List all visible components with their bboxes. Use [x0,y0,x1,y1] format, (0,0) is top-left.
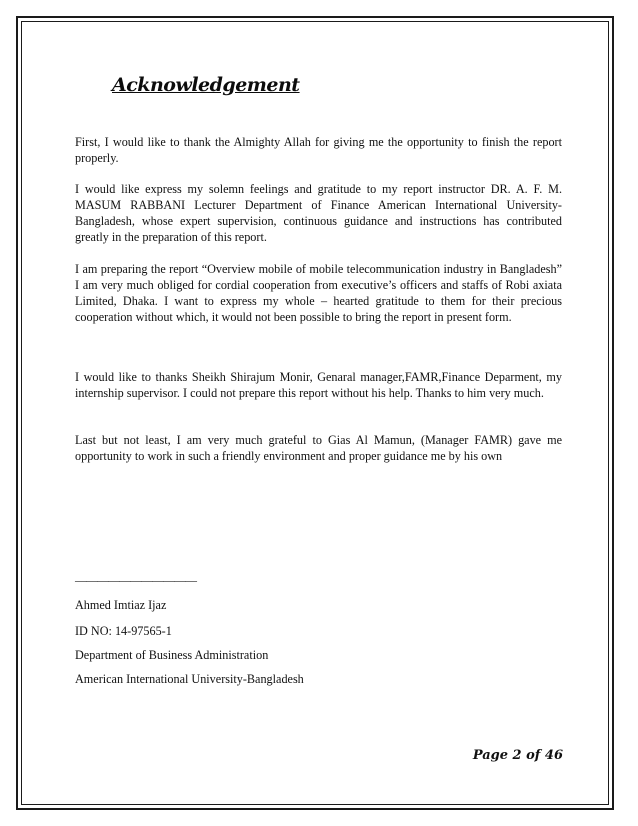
paragraph-closing: Last but not least, I am very much grateful to Gias Al Mamun, (Manager FAMR) gave me opportunity to work in such a friendly environment and proper guidance me by his own [75,433,562,463]
signature-line: ——————————— [75,573,196,587]
signature-name: Ahmed Imtiaz Ijaz [75,598,167,612]
page-number: Page 2 of 46 [472,748,563,763]
signature-department: Department of Business Administration [75,648,269,662]
page-title: Acknowledgement [112,74,300,96]
paragraph-supervisor: I would like to thanks Sheikh Shirajum Monir, Genaral manager,FAMR,Finance Deparment, my internship supervisor. I could not prepare this report without his help. Thanks to him very much. [75,370,562,400]
paragraph-organization: I am preparing the report “Overview mobile of mobile telecommunication industry in Bangladesh” I am very much obliged for cordial cooperation from executive’s officers and staffs of Robi axiata Limited, Dhaka. I want to express my whole – hearted gratitude to them for their precious cooperation without which, it would not been possible to bring the report in present form. [75,262,562,324]
paragraph-instructor: I would like express my solemn feelings and gratitude to my report instructor DR. A. F. M. MASUM RABBANI Lecturer Department of Finance American International University-Bangladesh, whose expert supervision, continuous guidance and instructions has contributed greatly in the preparation of this report. [75,182,562,244]
paragraph-intro: First, I would like to thank the Almighty Allah for giving me the opportunity to finish the report properly. [75,135,562,165]
signature-university: American International University-Bangladesh [75,672,304,686]
signature-id: ID NO: 14-97565-1 [75,624,172,638]
